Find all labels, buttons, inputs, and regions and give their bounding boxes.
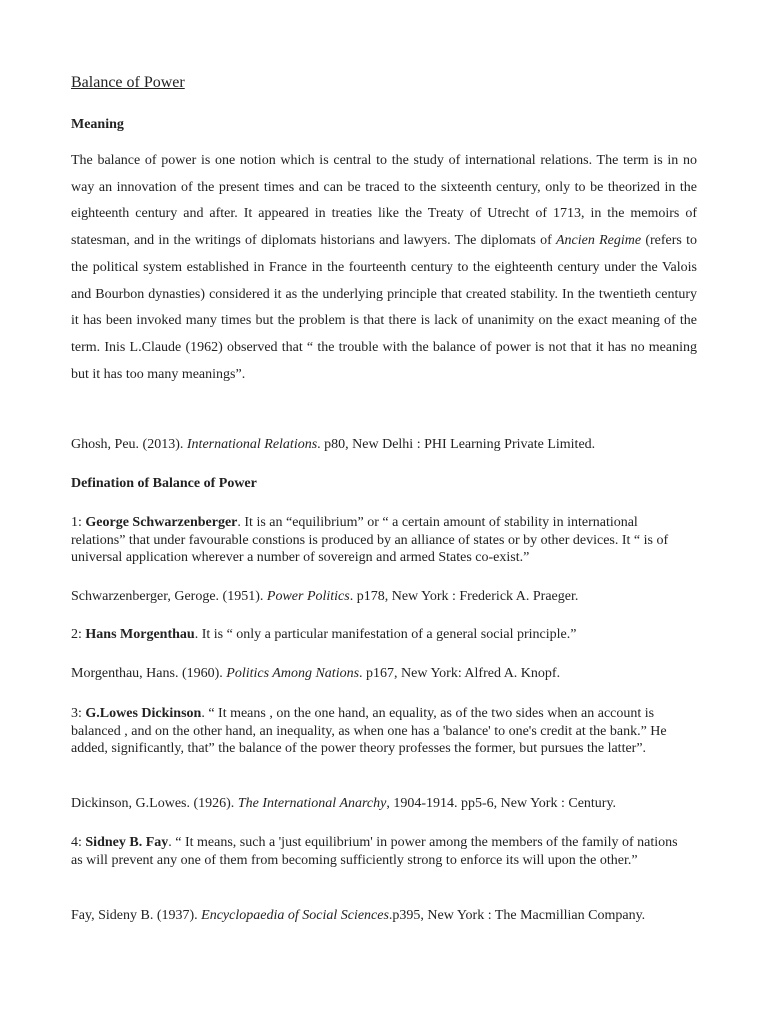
definition-reference: [71, 666, 560, 682]
definition-reference: [71, 589, 578, 605]
definition-author: George Schwarzenberger: [85, 515, 238, 530]
definition-number: 4:: [71, 835, 86, 850]
reference-prefix: Morgenthau, Hans. (1960).: [71, 666, 227, 681]
definition-text: . “ It means, such a 'just equilibrium' in power among the members of the family of nations as will prevent any one of them from becoming sufficiently strong to enforce its will upon the other.”: [71, 835, 678, 868]
meaning-paragraph: [71, 148, 697, 388]
page-title: Balance of Power: [71, 74, 185, 91]
definition-text: . It is “ only a particular manifestation of a general social principle.”: [194, 627, 577, 642]
definition-item: [71, 705, 691, 758]
definition-number: 1:: [71, 515, 86, 530]
definition-text: . “ It means , on the one hand, an equality, as of the two sides when an account is balanced , and on the other hand, an inequality, as when one has a 'balance' to one's credit at the bank.” He added, significantly, that” the balance of the power theory professes the former, but pursues the latter”.: [71, 706, 667, 756]
reference-title: The International Anarchy: [237, 796, 387, 811]
reference-title: Power Politics: [266, 589, 350, 604]
meaning-text-2: (refers to the political system established in France in the fourteenth century to the eighteenth century under the Valois and Bourbon dynasties) considered it as the underlying principle that created stability. In the twentieth century it has been invoked many times but the problem is that there is lack of unanimity on the exact meaning of the term. Inis L.Claude (1962) observed that “ the trouble with the balance of power is not that it has no meaning but it has too many meanings”.: [71, 233, 697, 382]
meaning-italic-term: Ancien Regime: [555, 233, 642, 249]
reference-prefix: Dickinson, G.Lowes. (1926).: [71, 796, 238, 811]
reference-suffix: . p167, New York: Alfred A. Knopf.: [359, 666, 561, 681]
definition-number: 2:: [71, 627, 86, 642]
definition-reference: [71, 908, 645, 924]
definition-item: [71, 834, 691, 869]
definition-reference: [71, 796, 616, 812]
definition-item: [71, 514, 691, 567]
reference-title: Encyclopaedia of Social Sciences: [201, 908, 389, 923]
meaning-heading: Meaning: [71, 117, 124, 132]
ghosh-reference: [71, 437, 595, 453]
reference-suffix: . p178, New York : Frederick A. Praeger.: [349, 589, 579, 604]
reference-title: International Relations: [186, 437, 318, 452]
definition-author: Sidney B. Fay: [85, 835, 169, 850]
meaning-text-1: The balance of power is one notion which is central to the study of international relations. The term is in no way an innovation of the present times and can be traced to the sixteenth century, only to be theorized in the eighteenth century and after. It appeared in treaties like the Treaty of Utrecht of 1713, in the memoirs of statesman, and in the writings of diplomats historians and lawyers. The diplomats of: [71, 153, 697, 249]
reference-prefix: Ghosh, Peu. (2013).: [71, 437, 187, 452]
definition-item: [71, 626, 691, 644]
definition-author: Hans Morgenthau: [85, 627, 195, 642]
definition-heading: Defination of Balance of Power: [71, 476, 257, 491]
definition-text: . It is an “equilibrium” or “ a certain amount of stability in international relations” that under favourable constions is produced by an alliance of states or by other devices. It “ is of universal application wherever a number of sovereign and armed States co-exist.”: [71, 515, 669, 565]
reference-suffix: .p395, New York : The Macmillian Company.: [388, 908, 646, 923]
reference-prefix: Fay, Sideny B. (1937).: [71, 908, 202, 923]
definition-number: 3:: [71, 706, 86, 721]
definition-author: G.Lowes Dickinson: [85, 706, 202, 721]
reference-suffix: , 1904-1914. pp5-6, New York : Century.: [386, 796, 617, 811]
reference-prefix: Schwarzenberger, Geroge. (1951).: [71, 589, 267, 604]
reference-title: Politics Among Nations: [226, 666, 360, 681]
reference-suffix: . p80, New Delhi : PHI Learning Private Limited.: [317, 437, 596, 452]
